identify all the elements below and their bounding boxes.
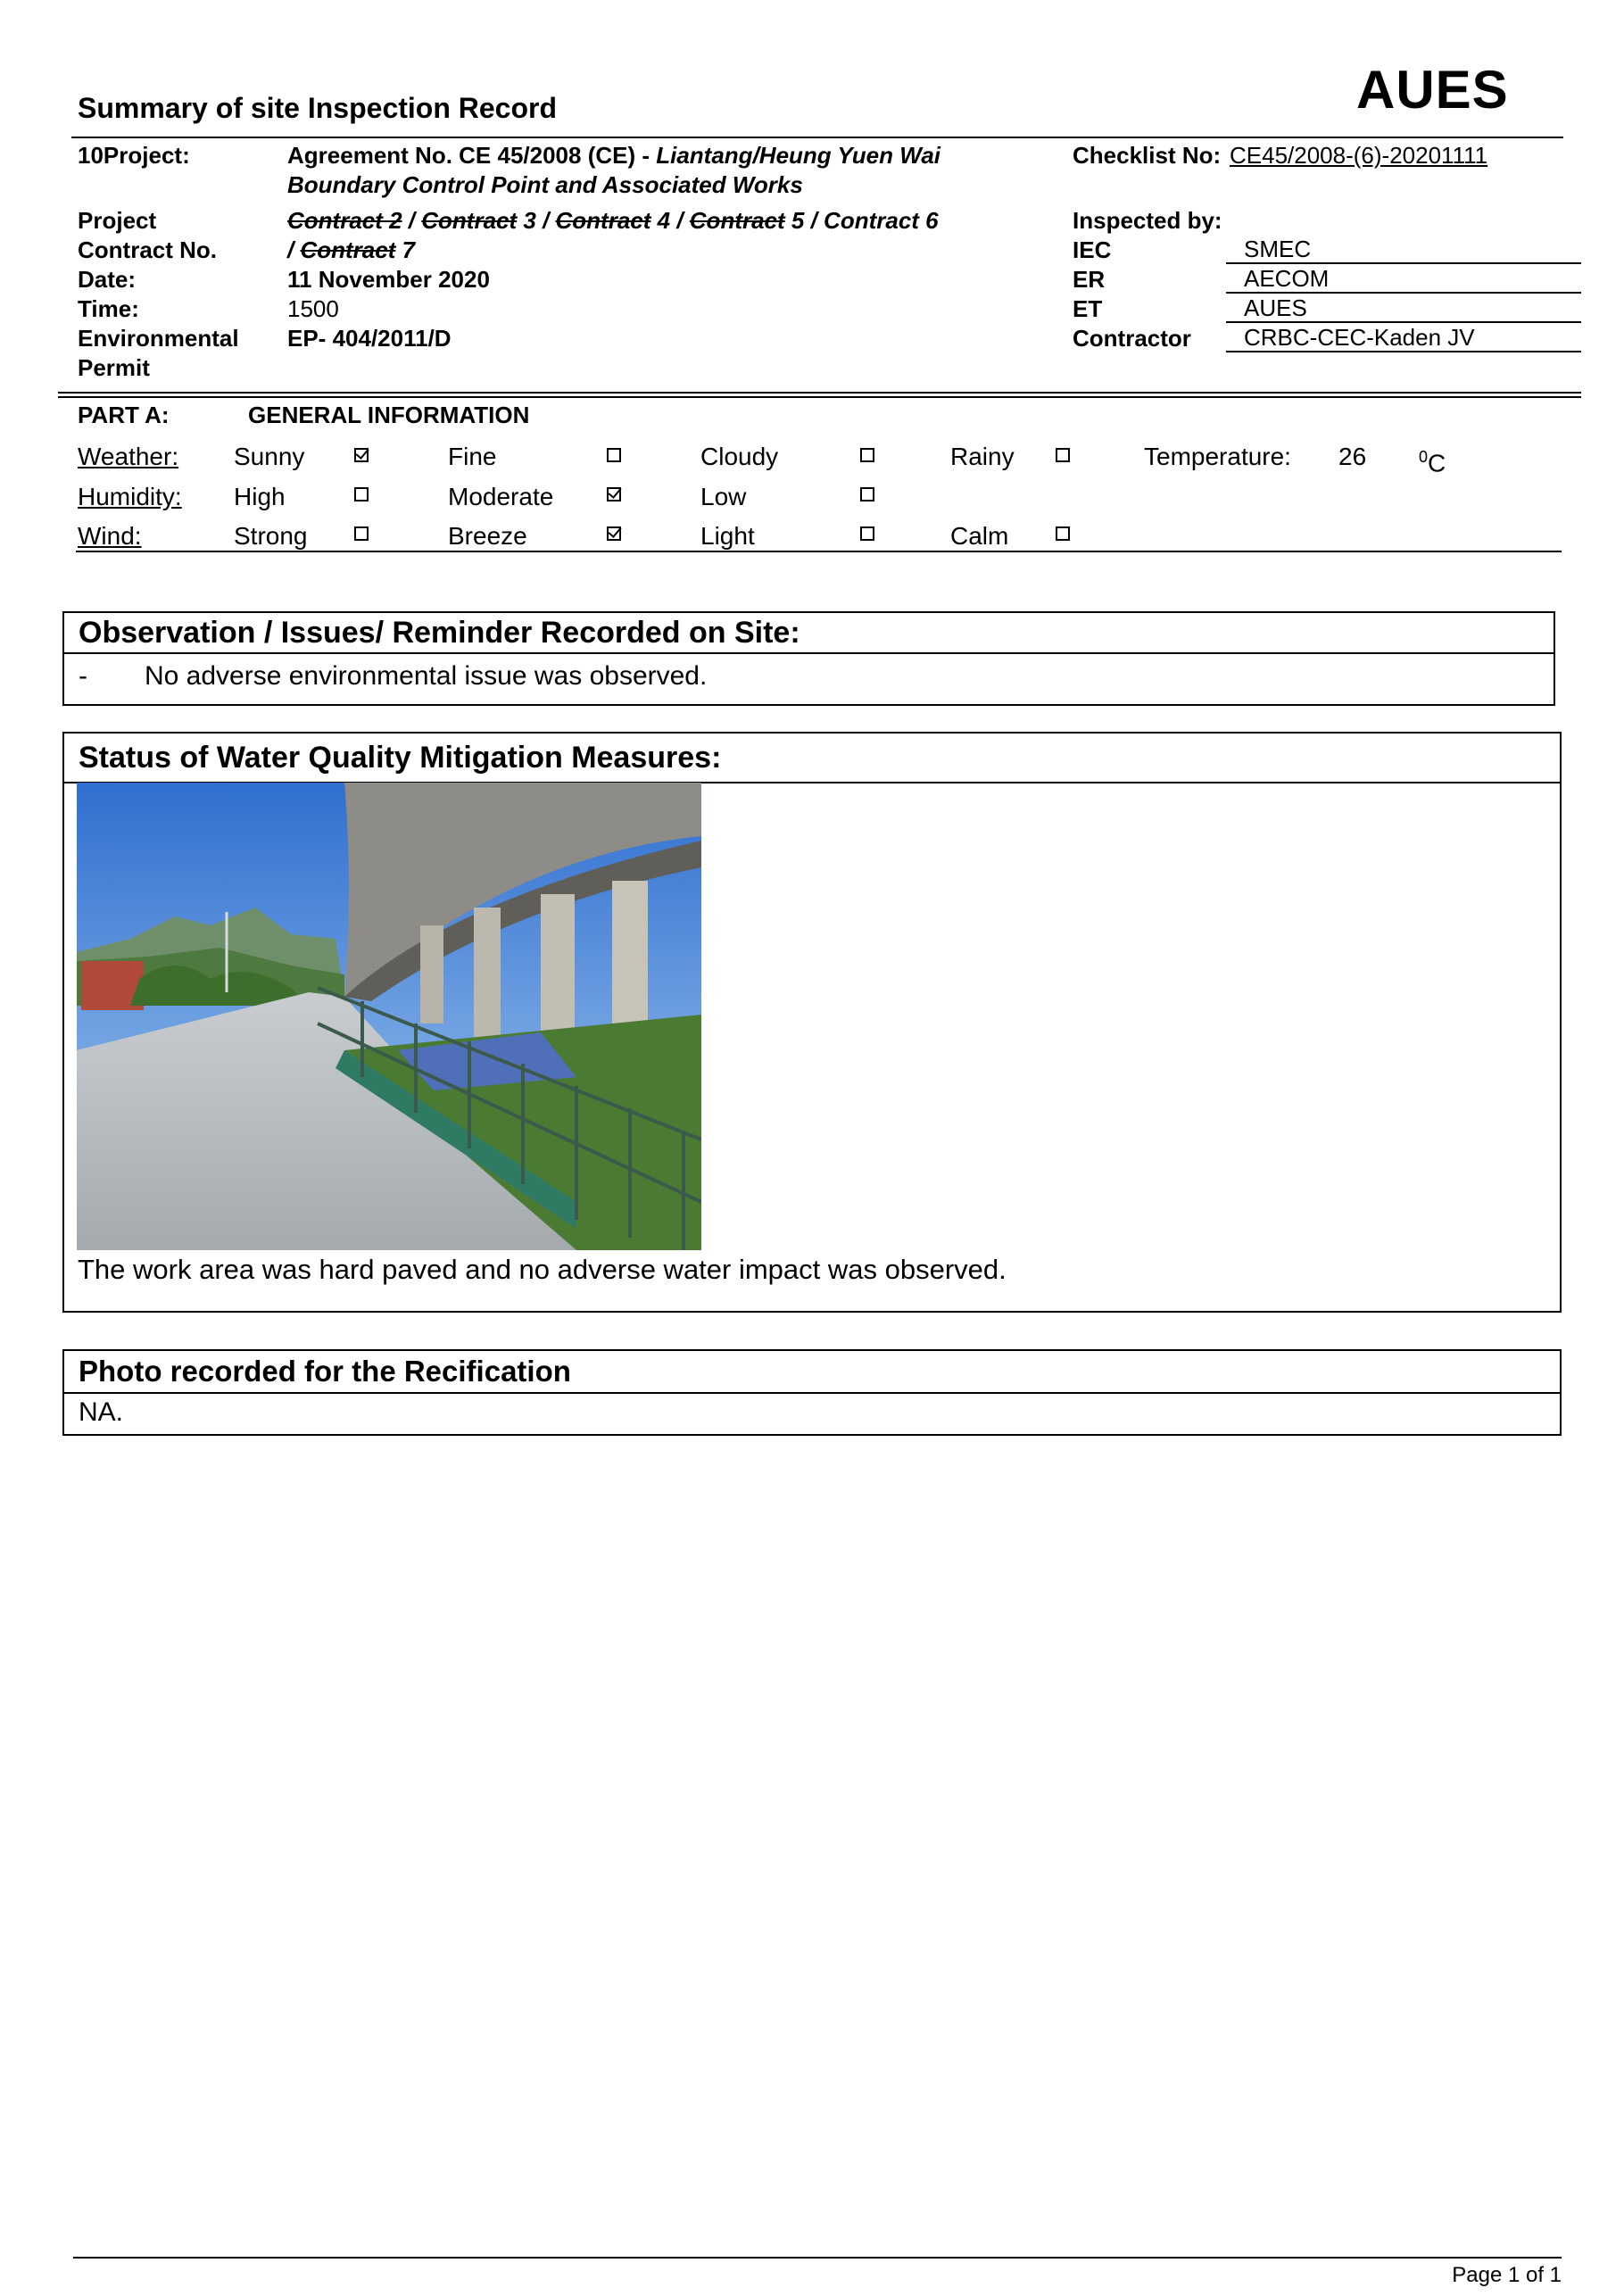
- weather-rainy-label: Rainy: [950, 443, 1015, 470]
- weather-fine-checkbox[interactable]: [607, 448, 621, 462]
- humidity-moderate-label: Moderate: [448, 483, 554, 510]
- humidity-high-checkbox[interactable]: [354, 487, 369, 501]
- wind-light-checkbox[interactable]: [860, 526, 874, 541]
- observation-title: Observation / Issues/ Reminder Recorded on Site:: [64, 613, 1554, 654]
- humidity-high-label: High: [234, 483, 286, 510]
- wind-light-label: Light: [700, 522, 755, 550]
- water-quality-title: Status of Water Quality Mitigation Measures:: [64, 734, 1560, 783]
- contractor-label: Contractor: [1073, 325, 1191, 352]
- time-value: 1500: [287, 295, 339, 322]
- time-label: Time:: [78, 295, 139, 322]
- temperature-label: Temperature:: [1144, 443, 1291, 470]
- rectification-box: [62, 1349, 1562, 1436]
- wind-breeze-checkbox[interactable]: [607, 526, 621, 541]
- wind-calm-label: Calm: [950, 522, 1009, 550]
- contract-line2-prefix: /: [287, 236, 301, 263]
- er-value: AECOM: [1226, 265, 1581, 294]
- contract-3-num: 3 /: [517, 207, 556, 234]
- contract-5-struck: Contract: [689, 207, 785, 234]
- contract-label-line1: Project: [78, 207, 157, 234]
- contract-list-line2: [287, 236, 415, 265]
- er-label: ER: [1073, 266, 1106, 293]
- inspected-by-label: Inspected by:: [1073, 207, 1222, 234]
- contract-sep: /: [402, 207, 422, 234]
- wind-breeze-label: Breeze: [448, 522, 527, 550]
- date-label: Date:: [78, 266, 137, 293]
- contract-label-line2: Contract No.: [78, 236, 217, 263]
- wind-strong-checkbox[interactable]: [354, 526, 369, 541]
- contractor-value: CRBC-CEC-Kaden JV: [1226, 324, 1581, 352]
- temperature-value: 26: [1338, 443, 1367, 470]
- agreement-title-line2: Boundary Control Point and Associated Works: [287, 171, 803, 198]
- wind-label: Wind:: [78, 522, 142, 550]
- permit-label-line1: Environmental: [78, 325, 239, 352]
- humidity-low-label: Low: [700, 483, 747, 510]
- part-a-bottom-rule: [76, 551, 1562, 552]
- agreement-prefix: Agreement No. CE 45/2008 (CE) -: [287, 142, 657, 169]
- humidity-moderate-checkbox[interactable]: [607, 487, 621, 501]
- weather-sunny-label: Sunny: [234, 443, 305, 470]
- humidity-label: Humidity:: [78, 483, 182, 510]
- site-photo: [77, 783, 701, 1250]
- contract-4-num: 4 /: [650, 207, 690, 234]
- observation-box: [62, 611, 1555, 706]
- wind-strong-label: Strong: [234, 522, 308, 550]
- et-value: AUES: [1226, 294, 1581, 323]
- observation-text: No adverse environmental issue was observed.: [145, 661, 708, 691]
- agreement-text: [287, 141, 1028, 200]
- contract-2-struck: Contract 2: [287, 207, 402, 234]
- footer-rule: [73, 2257, 1562, 2259]
- checklist-label: Checklist No:: [1073, 142, 1222, 169]
- weather-sunny-checkbox[interactable]: [354, 448, 369, 462]
- iec-value: SMEC: [1226, 236, 1581, 264]
- temperature-unit: $^0$C: [1419, 448, 1446, 477]
- page-number: Page 1 of 1: [1452, 2263, 1562, 2287]
- weather-cloudy-checkbox[interactable]: [860, 448, 874, 462]
- weather-fine-label: Fine: [448, 443, 497, 470]
- part-a-label: PART A:: [78, 402, 170, 428]
- weather-label: Weather:: [78, 443, 179, 470]
- section-rule-bottom: [58, 396, 1581, 398]
- iec-label: IEC: [1073, 236, 1112, 263]
- humidity-low-checkbox[interactable]: [860, 487, 874, 501]
- date-value: 11 November 2020: [287, 266, 490, 293]
- agreement-title-line1: Liantang/Heung Yuen Wai: [656, 142, 941, 169]
- company-logo: AUES: [1356, 60, 1509, 120]
- permit-label-line2: Permit: [78, 354, 150, 381]
- wind-calm-checkbox[interactable]: [1056, 526, 1070, 541]
- weather-rainy-checkbox[interactable]: [1056, 448, 1070, 462]
- checklist-value: CE45/2008-(6)-20201111: [1230, 142, 1488, 169]
- permit-value: EP- 404/2011/D: [287, 325, 452, 352]
- section-rule-top: [58, 392, 1581, 394]
- et-label: ET: [1073, 295, 1103, 322]
- contract-list-line1: [287, 206, 939, 236]
- weather-cloudy-label: Cloudy: [700, 443, 779, 470]
- rectification-text: NA.: [79, 1397, 124, 1427]
- contract-7-struck: Contract: [300, 236, 396, 263]
- part-a-title: GENERAL INFORMATION: [248, 402, 530, 428]
- observation-body: [64, 654, 1554, 699]
- contract-7-num: 7: [395, 236, 416, 263]
- project-label: 10Project:: [78, 142, 190, 169]
- document-title: Summary of site Inspection Record: [78, 92, 558, 124]
- water-quality-caption: The work area was hard paved and no adverse water impact was observed.: [78, 1254, 1007, 1285]
- contract-3-struck: Contract: [421, 207, 518, 234]
- observation-bullet: -: [79, 661, 87, 691]
- contract-5-6: 5 / Contract 6: [784, 207, 939, 234]
- contract-4-struck: Contract: [555, 207, 651, 234]
- rectification-title: Photo recorded for the Recification: [64, 1351, 1560, 1394]
- header-rule: [71, 137, 1563, 138]
